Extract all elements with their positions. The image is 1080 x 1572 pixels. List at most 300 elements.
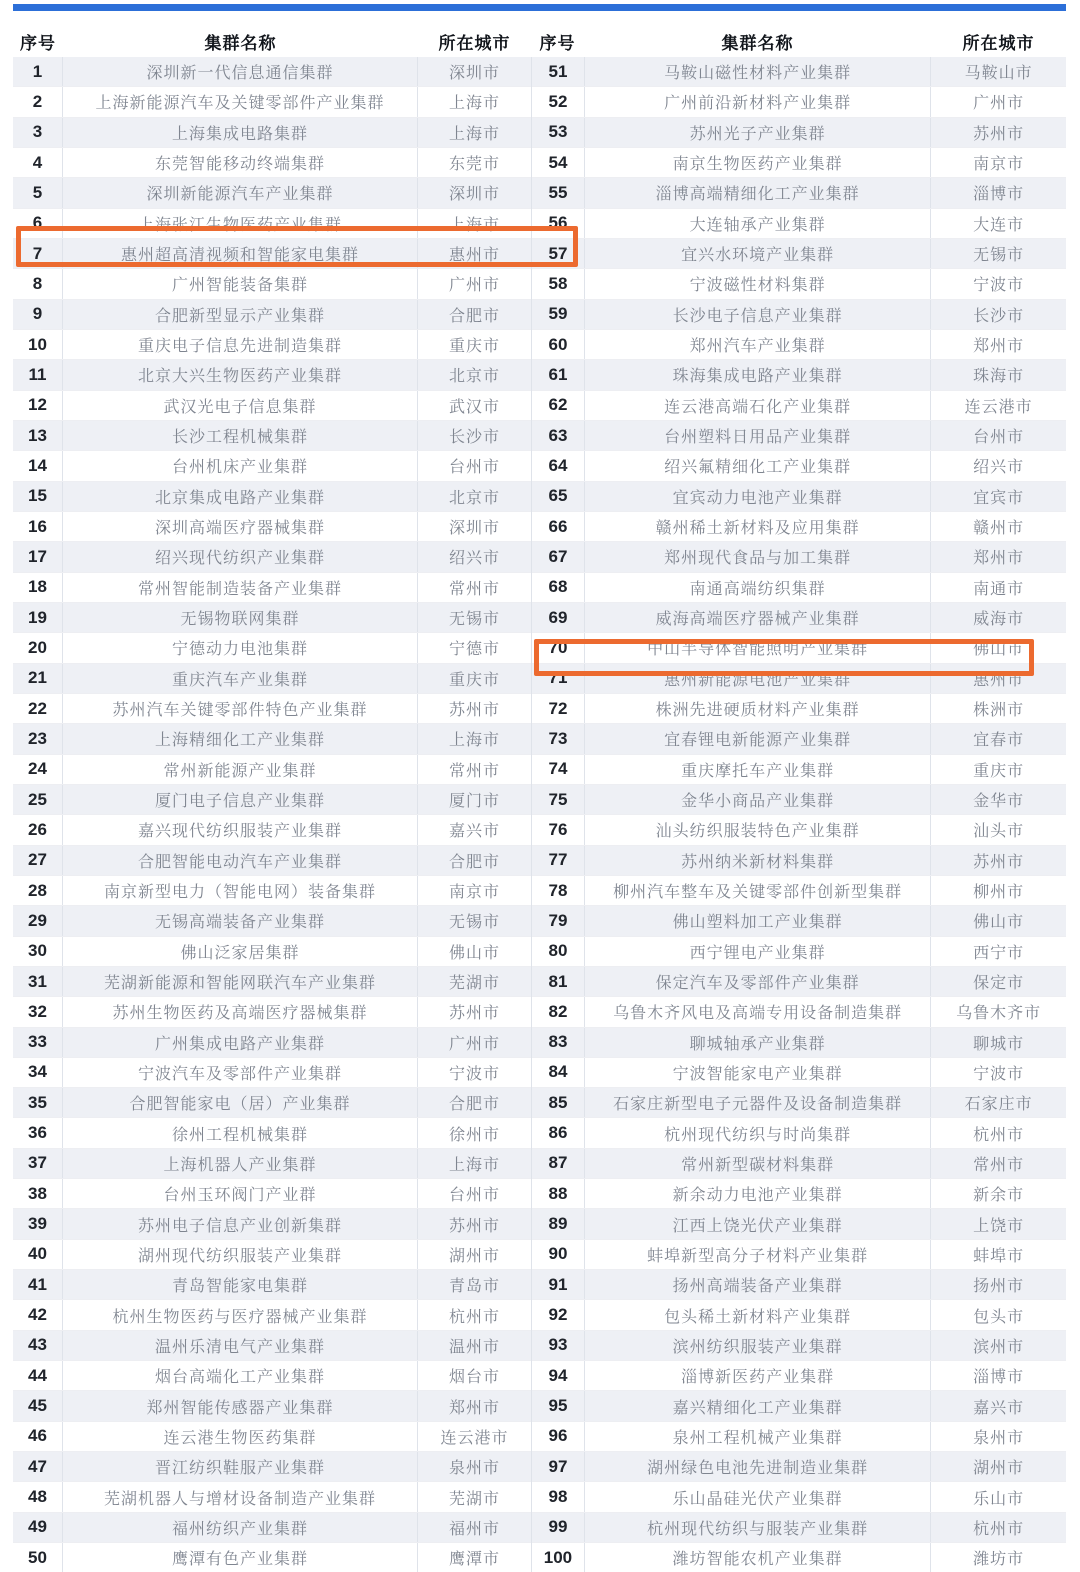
city-name: 郑州市 bbox=[973, 338, 1025, 356]
row-number: 47 bbox=[13, 1452, 63, 1481]
city-name: 无锡市 bbox=[973, 247, 1025, 265]
city-name: 马鞍山市 bbox=[964, 65, 1033, 83]
table-row bbox=[13, 390, 531, 420]
row-number: 74 bbox=[532, 755, 585, 784]
city-name: 淄博市 bbox=[973, 1369, 1025, 1387]
table-row bbox=[532, 754, 1066, 784]
cluster-name: 武汉光电子信息集群 bbox=[63, 391, 418, 420]
row-number: 88 bbox=[532, 1179, 585, 1208]
row-number: 98 bbox=[532, 1482, 585, 1511]
city-name: 广州市 bbox=[973, 95, 1025, 113]
city-name: 杭州市 bbox=[973, 1126, 1025, 1144]
city-name: 新余市 bbox=[973, 1187, 1025, 1205]
table-row bbox=[532, 420, 1066, 450]
row-number: 52 bbox=[532, 87, 585, 116]
row-number: 86 bbox=[532, 1118, 585, 1147]
city-name: 芜湖市 bbox=[448, 975, 500, 992]
city-name: 无锡市 bbox=[448, 611, 500, 629]
row-number: 51 bbox=[532, 57, 585, 86]
city-name: 宜宾市 bbox=[973, 489, 1025, 507]
row-number: 43 bbox=[13, 1331, 63, 1360]
city-name: 佛山市 bbox=[973, 914, 1025, 932]
table-row bbox=[13, 905, 531, 935]
city-name: 武汉市 bbox=[448, 398, 500, 416]
cluster-name: 西宁锂电产业集群 bbox=[585, 937, 931, 966]
row-number: 76 bbox=[532, 815, 585, 844]
row-number: 6 bbox=[13, 209, 63, 238]
cluster-name: 赣州稀土新材料及应用集群 bbox=[585, 512, 931, 541]
cluster-name: 温州乐清电气产业集群 bbox=[63, 1331, 418, 1360]
cluster-name: 广州集成电路产业集群 bbox=[63, 1028, 418, 1057]
table-row bbox=[532, 693, 1066, 723]
table-row bbox=[13, 875, 531, 905]
table-row bbox=[532, 784, 1066, 814]
table-row bbox=[532, 632, 1066, 662]
table-row bbox=[13, 57, 531, 86]
row-number: 96 bbox=[532, 1422, 585, 1451]
table-row bbox=[13, 784, 531, 814]
table-row bbox=[13, 86, 531, 116]
row-number: 93 bbox=[532, 1331, 585, 1360]
city-name: 西宁市 bbox=[973, 944, 1025, 962]
cluster-name: 合肥智能电动汽车产业集群 bbox=[63, 846, 418, 875]
table-row bbox=[13, 208, 531, 238]
row-number: 73 bbox=[532, 724, 585, 753]
table-header-left bbox=[13, 25, 531, 57]
top-blue-rule bbox=[13, 4, 1066, 11]
cluster-name: 宜兴水环境产业集群 bbox=[585, 239, 931, 268]
cluster-name: 晋江纺织鞋服产业集群 bbox=[63, 1452, 418, 1481]
row-number: 87 bbox=[532, 1149, 585, 1178]
cluster-name: 金华小商品产业集群 bbox=[585, 785, 931, 814]
cluster-name: 合肥智能家电（居）产业集群 bbox=[63, 1088, 418, 1117]
city-name: 绍兴市 bbox=[973, 459, 1025, 477]
row-number: 22 bbox=[13, 694, 63, 723]
city-name: 连云港市 bbox=[964, 398, 1033, 416]
cluster-name: 南京生物医药产业集群 bbox=[585, 148, 931, 177]
row-number: 66 bbox=[532, 512, 585, 541]
table-row bbox=[532, 390, 1066, 420]
city-name: 威海市 bbox=[973, 611, 1025, 629]
table-row bbox=[13, 1239, 531, 1269]
table-row bbox=[532, 541, 1066, 571]
table-row bbox=[13, 1208, 531, 1238]
cluster-name: 芜湖机器人与增材设备制造产业集群 bbox=[63, 1482, 418, 1511]
cluster-name: 重庆电子信息先进制造集群 bbox=[63, 330, 418, 359]
row-number: 14 bbox=[13, 451, 63, 480]
cluster-name: 北京集成电路产业集群 bbox=[63, 482, 418, 511]
cluster-name: 包头稀土新材料产业集群 bbox=[585, 1300, 931, 1329]
table-row bbox=[532, 450, 1066, 480]
header-col-name: 集群名称 bbox=[721, 33, 794, 53]
city-name: 乐山市 bbox=[973, 1490, 1025, 1508]
row-number: 39 bbox=[13, 1209, 63, 1238]
table-row bbox=[532, 966, 1066, 996]
cluster-name: 上海新能源汽车及关键零部件产业集群 bbox=[63, 87, 418, 116]
row-number: 5 bbox=[13, 178, 63, 207]
row-number: 62 bbox=[532, 391, 585, 420]
cluster-name: 烟台高端化工产业集群 bbox=[63, 1361, 418, 1390]
city-name: 嘉兴市 bbox=[448, 823, 500, 841]
row-number: 58 bbox=[532, 269, 585, 298]
table-row bbox=[532, 1542, 1066, 1572]
cluster-name: 潍坊智能农机产业集群 bbox=[585, 1543, 931, 1572]
table-row bbox=[13, 268, 531, 298]
row-number: 82 bbox=[532, 997, 585, 1026]
city-name: 台州市 bbox=[448, 459, 500, 477]
cluster-name: 上海集成电路集群 bbox=[63, 118, 418, 147]
cluster-name: 江西上饶光伏产业集群 bbox=[585, 1209, 931, 1238]
cluster-name: 重庆汽车产业集群 bbox=[63, 664, 418, 693]
row-number: 65 bbox=[532, 482, 585, 511]
row-number: 49 bbox=[13, 1513, 63, 1542]
table-row bbox=[532, 117, 1066, 147]
row-number: 27 bbox=[13, 846, 63, 875]
cluster-name: 厦门电子信息产业集群 bbox=[63, 785, 418, 814]
row-number: 95 bbox=[532, 1391, 585, 1420]
cluster-name: 广州智能装备集群 bbox=[63, 269, 418, 298]
cluster-name: 深圳新能源汽车产业集群 bbox=[63, 178, 418, 207]
cluster-name: 淄博高端精细化工产业集群 bbox=[585, 178, 931, 207]
city-name: 石家庄市 bbox=[964, 1096, 1033, 1114]
cluster-name: 石家庄新型电子元器件及设备制造集群 bbox=[585, 1088, 931, 1117]
row-number: 36 bbox=[13, 1118, 63, 1147]
table-row bbox=[13, 632, 531, 662]
cluster-name: 柳州汽车整车及关键零部件创新型集群 bbox=[585, 876, 931, 905]
table-row bbox=[13, 1330, 531, 1360]
row-number: 67 bbox=[532, 542, 585, 571]
city-name: 上海市 bbox=[448, 216, 500, 234]
row-number: 37 bbox=[13, 1149, 63, 1178]
city-name: 泉州市 bbox=[448, 1460, 500, 1478]
table-row bbox=[532, 86, 1066, 116]
table-row bbox=[532, 845, 1066, 875]
table-row bbox=[532, 1027, 1066, 1057]
cluster-name: 福州纺织产业集群 bbox=[63, 1513, 418, 1542]
cluster-name: 汕头纺织服装特色产业集群 bbox=[585, 815, 931, 844]
cluster-name: 宜宾动力电池产业集群 bbox=[585, 482, 931, 511]
city-name: 烟台市 bbox=[448, 1369, 500, 1387]
table-row bbox=[532, 663, 1066, 693]
table-row bbox=[13, 572, 531, 602]
header-col-no: 序号 bbox=[20, 33, 56, 53]
cluster-name: 常州新能源产业集群 bbox=[63, 755, 418, 784]
row-number: 15 bbox=[13, 482, 63, 511]
city-name: 上海市 bbox=[448, 732, 500, 750]
table-row bbox=[532, 1421, 1066, 1451]
cluster-name: 宁波智能家电产业集群 bbox=[585, 1058, 931, 1087]
table-row bbox=[532, 723, 1066, 753]
cluster-name: 广州前沿新材料产业集群 bbox=[585, 87, 931, 116]
cluster-name: 郑州现代食品与加工集群 bbox=[585, 542, 931, 571]
cluster-name: 保定汽车及零部件产业集群 bbox=[585, 967, 931, 996]
cluster-name: 苏州电子信息产业创新集群 bbox=[63, 1209, 418, 1238]
table-row bbox=[13, 1057, 531, 1087]
row-number: 60 bbox=[532, 330, 585, 359]
city-name: 上海市 bbox=[448, 95, 500, 113]
table-row bbox=[532, 177, 1066, 207]
table-row bbox=[532, 1178, 1066, 1208]
table-row bbox=[532, 1148, 1066, 1178]
city-name: 佛山市 bbox=[973, 641, 1025, 659]
table-row bbox=[532, 1390, 1066, 1420]
row-number: 84 bbox=[532, 1058, 585, 1087]
city-name: 潍坊市 bbox=[973, 1551, 1025, 1569]
city-name: 包头市 bbox=[973, 1308, 1025, 1326]
row-number: 40 bbox=[13, 1240, 63, 1269]
table-row bbox=[13, 117, 531, 147]
table-row bbox=[13, 147, 531, 177]
cluster-name: 惠州超高清视频和智能家电集群 bbox=[63, 239, 418, 268]
city-name: 聊城市 bbox=[973, 1035, 1025, 1053]
table-row bbox=[13, 1451, 531, 1481]
row-number: 25 bbox=[13, 785, 63, 814]
cluster-name: 上海精细化工产业集群 bbox=[63, 724, 418, 753]
table-row bbox=[532, 511, 1066, 541]
row-number: 42 bbox=[13, 1300, 63, 1329]
row-number: 53 bbox=[532, 118, 585, 147]
cluster-name: 新余动力电池产业集群 bbox=[585, 1179, 931, 1208]
table-row bbox=[13, 966, 531, 996]
cluster-name: 重庆摩托车产业集群 bbox=[585, 755, 931, 784]
table-row bbox=[13, 663, 531, 693]
city-name: 北京市 bbox=[448, 368, 500, 386]
row-number: 89 bbox=[532, 1209, 585, 1238]
table-row bbox=[13, 299, 531, 329]
row-number: 54 bbox=[532, 148, 585, 177]
city-name: 珠海市 bbox=[973, 368, 1025, 386]
city-name: 台州市 bbox=[973, 429, 1025, 447]
table-row bbox=[532, 208, 1066, 238]
city-name: 长沙市 bbox=[448, 429, 500, 447]
row-number: 72 bbox=[532, 694, 585, 723]
cluster-name: 南通高端纺织集群 bbox=[585, 573, 931, 602]
table-row bbox=[13, 511, 531, 541]
city-name: 广州市 bbox=[448, 277, 500, 295]
city-name: 宁德市 bbox=[448, 641, 500, 659]
cluster-name: 株洲先进硬质材料产业集群 bbox=[585, 694, 931, 723]
row-number: 29 bbox=[13, 906, 63, 935]
row-number: 41 bbox=[13, 1270, 63, 1299]
cluster-name: 上海张江生物医药产业集群 bbox=[63, 209, 418, 238]
table-row bbox=[13, 420, 531, 450]
cluster-name: 滨州纺织服装产业集群 bbox=[585, 1331, 931, 1360]
city-name: 连云港市 bbox=[440, 1429, 509, 1447]
cluster-name: 长沙电子信息产业集群 bbox=[585, 300, 931, 329]
cluster-name: 南京新型电力（智能电网）装备集群 bbox=[63, 876, 418, 905]
table-row bbox=[13, 1299, 531, 1329]
city-name: 广州市 bbox=[448, 1035, 500, 1053]
table-row bbox=[13, 1117, 531, 1147]
row-number: 9 bbox=[13, 300, 63, 329]
city-name: 重庆市 bbox=[448, 338, 500, 356]
table-row bbox=[13, 1269, 531, 1299]
row-number: 90 bbox=[532, 1240, 585, 1269]
city-name: 上饶市 bbox=[973, 1217, 1025, 1235]
cluster-name: 聊城轴承产业集群 bbox=[585, 1028, 931, 1057]
cluster-name: 苏州纳米新材料集群 bbox=[585, 846, 931, 875]
city-name: 南京市 bbox=[448, 884, 500, 902]
cluster-name: 苏州光子产业集群 bbox=[585, 118, 931, 147]
cluster-name: 绍兴现代纺织产业集群 bbox=[63, 542, 418, 571]
city-name: 扬州市 bbox=[973, 1278, 1025, 1296]
table-row bbox=[532, 1481, 1066, 1511]
cluster-name: 杭州现代纺织与服装产业集群 bbox=[585, 1513, 931, 1542]
city-name: 常州市 bbox=[448, 762, 500, 780]
table-row bbox=[532, 1208, 1066, 1238]
city-name: 无锡市 bbox=[448, 914, 500, 932]
cluster-name: 合肥新型显示产业集群 bbox=[63, 300, 418, 329]
cluster-name: 扬州高端装备产业集群 bbox=[585, 1270, 931, 1299]
row-number: 7 bbox=[13, 239, 63, 268]
row-number: 11 bbox=[13, 360, 63, 389]
city-name: 杭州市 bbox=[973, 1520, 1025, 1538]
city-name: 深圳市 bbox=[448, 186, 500, 204]
city-name: 蚌埠市 bbox=[973, 1247, 1025, 1265]
city-name: 大连市 bbox=[973, 216, 1025, 234]
table-row bbox=[532, 1330, 1066, 1360]
cluster-name: 佛山塑料加工产业集群 bbox=[585, 906, 931, 935]
row-number: 71 bbox=[532, 664, 585, 693]
cluster-name: 北京大兴生物医药产业集群 bbox=[63, 360, 418, 389]
city-name: 上海市 bbox=[448, 125, 500, 143]
cluster-name: 宁德动力电池集群 bbox=[63, 633, 418, 662]
city-name: 鹰潭市 bbox=[448, 1551, 500, 1569]
table-row bbox=[532, 905, 1066, 935]
city-name: 南京市 bbox=[973, 156, 1025, 174]
cluster-name: 嘉兴现代纺织服装产业集群 bbox=[63, 815, 418, 844]
row-number: 32 bbox=[13, 997, 63, 1026]
table-row bbox=[13, 1087, 531, 1117]
city-name: 苏州市 bbox=[973, 853, 1025, 871]
cluster-name: 泉州工程机械产业集群 bbox=[585, 1422, 931, 1451]
cluster-name: 无锡物联网集群 bbox=[63, 603, 418, 632]
cluster-name: 无锡高端装备产业集群 bbox=[63, 906, 418, 935]
city-name: 滨州市 bbox=[973, 1338, 1025, 1356]
table-row bbox=[13, 1148, 531, 1178]
row-number: 75 bbox=[532, 785, 585, 814]
row-number: 48 bbox=[13, 1482, 63, 1511]
cluster-name: 连云港生物医药集群 bbox=[63, 1422, 418, 1451]
row-number: 12 bbox=[13, 391, 63, 420]
table-row bbox=[13, 1542, 531, 1572]
row-number: 56 bbox=[532, 209, 585, 238]
city-name: 长沙市 bbox=[973, 307, 1025, 325]
row-number: 91 bbox=[532, 1270, 585, 1299]
city-name: 株洲市 bbox=[973, 702, 1025, 720]
table-row bbox=[532, 1360, 1066, 1390]
city-name: 青岛市 bbox=[448, 1278, 500, 1296]
cluster-name: 长沙工程机械集群 bbox=[63, 421, 418, 450]
city-name: 合肥市 bbox=[448, 1096, 500, 1114]
cluster-name: 珠海集成电路产业集群 bbox=[585, 360, 931, 389]
row-number: 19 bbox=[13, 603, 63, 632]
cluster-name: 上海机器人产业集群 bbox=[63, 1149, 418, 1178]
row-number: 23 bbox=[13, 724, 63, 753]
city-name: 福州市 bbox=[448, 1520, 500, 1538]
table-row bbox=[532, 57, 1066, 86]
row-number: 63 bbox=[532, 421, 585, 450]
table-body-left bbox=[13, 57, 531, 1572]
city-name: 苏州市 bbox=[448, 1217, 500, 1235]
cluster-name: 威海高端医疗器械产业集群 bbox=[585, 603, 931, 632]
city-name: 苏州市 bbox=[448, 702, 500, 720]
row-number: 21 bbox=[13, 664, 63, 693]
city-name: 徐州市 bbox=[448, 1126, 500, 1144]
row-number: 3 bbox=[13, 118, 63, 147]
city-name: 苏州市 bbox=[448, 1005, 500, 1023]
table-row bbox=[532, 1057, 1066, 1087]
table-row bbox=[532, 359, 1066, 389]
table-row bbox=[532, 1451, 1066, 1481]
row-number: 24 bbox=[13, 755, 63, 784]
table-row bbox=[13, 814, 531, 844]
city-name: 宁波市 bbox=[448, 1065, 500, 1083]
header-col-no: 序号 bbox=[539, 33, 576, 53]
row-number: 17 bbox=[13, 542, 63, 571]
row-number: 50 bbox=[13, 1543, 63, 1572]
table-row bbox=[532, 1239, 1066, 1269]
cluster-name: 东莞智能移动终端集群 bbox=[63, 148, 418, 177]
row-number: 33 bbox=[13, 1028, 63, 1057]
header-col-name: 集群名称 bbox=[204, 33, 277, 53]
city-name: 惠州市 bbox=[973, 671, 1025, 689]
row-number: 100 bbox=[532, 1543, 585, 1572]
row-number: 2 bbox=[13, 87, 63, 116]
row-number: 38 bbox=[13, 1179, 63, 1208]
city-name: 台州市 bbox=[448, 1187, 500, 1205]
city-name: 金华市 bbox=[973, 793, 1025, 811]
city-name: 绍兴市 bbox=[448, 550, 500, 568]
row-number: 13 bbox=[13, 421, 63, 450]
table-row bbox=[13, 1481, 531, 1511]
cluster-name: 绍兴氟精细化工产业集群 bbox=[585, 451, 931, 480]
table-row bbox=[532, 1512, 1066, 1542]
table-row bbox=[13, 541, 531, 571]
city-name: 湖州市 bbox=[973, 1460, 1025, 1478]
cluster-name: 宁波磁性材料集群 bbox=[585, 269, 931, 298]
cluster-name: 常州新型碳材料集群 bbox=[585, 1149, 931, 1178]
cluster-name: 鹰潭有色产业集群 bbox=[63, 1543, 418, 1572]
row-number: 20 bbox=[13, 633, 63, 662]
table-row bbox=[13, 1390, 531, 1420]
row-number: 92 bbox=[532, 1300, 585, 1329]
city-name: 柳州市 bbox=[973, 884, 1025, 902]
row-number: 68 bbox=[532, 573, 585, 602]
table-row bbox=[13, 1512, 531, 1542]
city-name: 赣州市 bbox=[973, 520, 1025, 538]
cluster-name: 佛山泛家居集群 bbox=[63, 937, 418, 966]
city-name: 保定市 bbox=[973, 975, 1025, 992]
city-name: 合肥市 bbox=[448, 853, 500, 871]
city-name: 常州市 bbox=[973, 1156, 1025, 1174]
city-name: 东莞市 bbox=[448, 156, 500, 174]
row-number: 81 bbox=[532, 967, 585, 996]
cluster-name: 大连轴承产业集群 bbox=[585, 209, 931, 238]
row-number: 30 bbox=[13, 937, 63, 966]
table-row bbox=[13, 450, 531, 480]
cluster-name: 宜春锂电新能源产业集群 bbox=[585, 724, 931, 753]
table-row bbox=[13, 1178, 531, 1208]
cluster-name: 湖州绿色电池先进制造业集群 bbox=[585, 1452, 931, 1481]
city-name: 宁波市 bbox=[973, 1065, 1025, 1083]
table-row bbox=[13, 1421, 531, 1451]
table-row bbox=[532, 814, 1066, 844]
table-row bbox=[13, 845, 531, 875]
cluster-name: 苏州汽车关键零部件特色产业集群 bbox=[63, 694, 418, 723]
row-number: 31 bbox=[13, 967, 63, 996]
table-row bbox=[13, 329, 531, 359]
